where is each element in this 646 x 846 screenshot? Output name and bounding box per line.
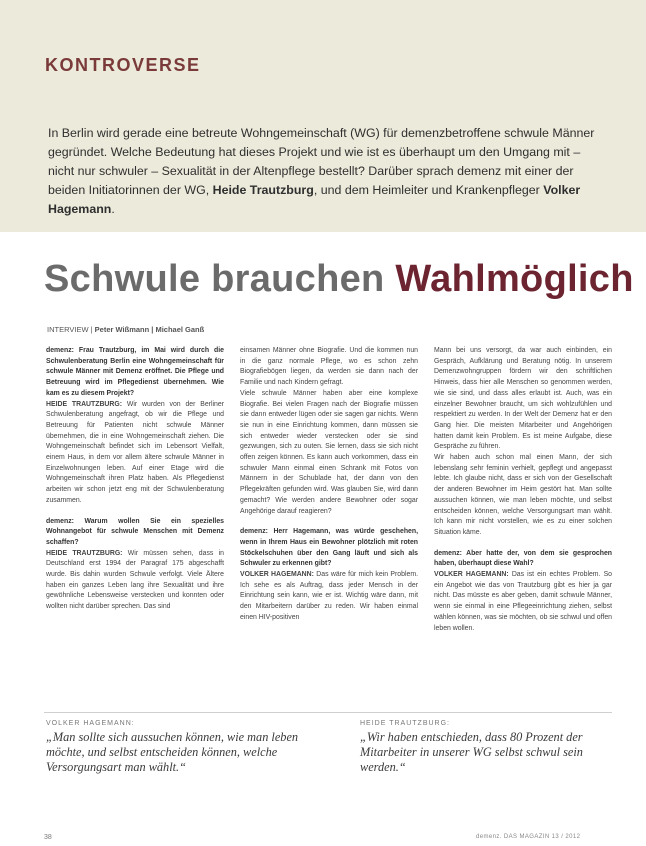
pull-quote-speaker: HEIDE TRAUTZBURG: [360, 720, 450, 727]
pull-quote-text: „Man sollte sich aussuchen können, wie man leben möchte, und selbst entscheiden können, welche Versorgungsart man wählt.“ [46, 730, 299, 774]
interview-answer: Wir haben auch schon mal einen Mann, der sich lebenslang sehr feminin verhielt, gepflegt und angepasst lebte. Ich glaube nicht, dass er sich von der Gesellschaft der anderen Bewohner im Heim gestört hat. Man sollte aussuchen können, wie man leben möchte, und selbst entscheiden können, welche Versorgungsart man wählt. Ich kann mir nicht vorstellen, wie es zu einer solchen Situation käme. [434, 454, 612, 536]
article-headline: Schwule brauchen Wahlmöglich [44, 258, 634, 300]
issue-footer: demenz. DAS MAGAZIN 13 / 2012 [476, 834, 581, 840]
interview-answer: Viele schwule Männer haben aber eine komplexe Biografie. Bei vielen Fragen nach der Biografie müssen sie dann entweder lügen oder sie sagen gar nichts. Wenn sie nun in eine Einrichtung kommen, dann müssen sie sich entweder wieder verstecken oder sie sind gezwungen, sich zu outen. Sie lernen, dass sie sich nicht offen zeigen können. Es kann auch vorkommen, dass ein schwuler Mann einmal einen Schrank mit Fotos von Männern in der Schublade hat, der dann von den Pflegekräften gefunden wird. Was glauben Sie, wird dann gemacht? Wie werden andere Bewohner oder sogar Angehörige darauf reagieren? [240, 389, 418, 515]
pull-quote-text: „Wir haben entschieden, dass 80 Prozent der Mitarbeiter in unserer WG selbst schwul sein werden.“ [360, 730, 583, 774]
text-column-2 [240, 346, 418, 624]
interview-answer: einsamen Männer ohne Biografie. Und die kommen nun in die ganz normale Pflege, wo es schon zehn Biografiebögen liegen, da werden sie dann nach der Familie und nach Kindern gefragt. [240, 347, 418, 387]
section-kicker: KONTROVERSE [45, 55, 201, 75]
interview-answer: VOLKER HAGEMANN: Das ist ein echtes Problem. So ein Angebot wie das von Trautzburg gibt es hier ja gar nicht. Das müsste es aber geben, damit schwule Männer, wenn sie einmal in eine Pflegeeinrichtung ziehen, selbst wählen können, was sie möchten, ob sie schwul und offen leben wollen. [434, 571, 612, 632]
interview-answer: HEIDE TRAUTZBURG: Wir wurden von der Berliner Schwulenberatung angefragt, ob wir die Pflege und Betreuung für Patienten nicht schwule Männer übernehmen, die in eine Wohngemeinschaft ziehen. Die Wohngemeinschaft befindet sich im Lebensort Vielfalt, einem Haus, in dem vor allem ältere schwule Männer in Einzelwohnungen leben. Auf einer Etage wird die Wohngemeinschaft ihren Platz haben. Als Pflegedienst arbeiten wir schon jetzt eng mit der Schwulenberatung zusammen. [46, 400, 224, 504]
text-column-3 [434, 346, 612, 634]
byline: INTERVIEW | Peter Wißmann | Michael Ganß [47, 325, 205, 334]
interview-answer: Mann bei uns versorgt, da war auch einbinden, ein Gespräch, Aufklärung und Beratung nötig. In unserem Demenzwohngruppen fördern wir den schriftlichen Hinweis, dass hier alle Menschen so genommen werden, wie sie sind, und dass alles erlaubt ist. Auch, was ein einzelner Bewohner braucht, um sich wohlzufühlen und respektiert zu werden. In der Welt der Demenz hat er den Gang hier. Die meisten Mitarbeiter und Angehörigen hatten damit kein Problem. Es ist meine Aufgabe, diese Gespräche zu führen. [434, 347, 612, 451]
interview-question: demenz: Warum wollen Sie ein spezielles Wohnangebot für schwule Menschen mit Demenz schaffen? [46, 517, 224, 546]
interview-question: demenz: Herr Hagemann, was würde geschehen, wenn in Ihrem Haus ein Bewohner plötzlich mit roten Stöckelschuhen über den Gang läuft und sich als Schwuler zu erkennen gibt? [240, 528, 418, 568]
pull-quote-speaker: VOLKER HAGEMANN: [46, 720, 135, 727]
interview-answer: HEIDE TRAUTZBURG: Wir müssen sehen, dass in Deutschland erst 1994 der Paragraf 175 abgeschafft wurde. Bis dahin wurden Schwule verfolgt. Viele Ältere haben ein ganzes Leben lang ihre Sexualität und ihre gewöhnliche Lebensweise verstecken und konnten oder wollten nicht darüber sprechen. Das sind [46, 549, 224, 611]
intro-paragraph: In Berlin wird gerade eine betreute Wohngemeinschaft (WG) für demenzbetroffene schwule Männer gegründet. Welche Bedeutung hat dieses Projekt und wie ist es überhaupt um den Umgang mit – nicht nur schwuler – Sexualität in der Altenpflege bestellt? Darüber sprach demenz mit einer der beiden Initiatorinnen der WG, Heide Trautzburg, und dem Heimleiter und Krankenpfleger Volker Hagemann. [48, 126, 595, 216]
interview-question: demenz: Frau Trautzburg, im Mai wird durch die Schwulenberatung Berlin eine Wohngemeinschaft für schwule Männer mit Demenz eröffnet. Die Pflege und Betreuung wird im Pflegedienst übernehmen. Wie kam es zu diesem Projekt? [46, 347, 224, 397]
divider [44, 712, 612, 713]
interviewee-name: Heide Trautzburg [212, 183, 314, 197]
page-number: 38 [44, 834, 52, 841]
pull-quote-2 [360, 720, 622, 775]
pull-quote-1 [46, 720, 308, 775]
interview-answer: VOLKER HAGEMANN: Das wäre für mich kein Problem. Ich sehe es als Auftrag, dass jeder Mensch in der Einrichtung sein kann, wie er ist. Wichtig wäre dann, mit den Mitarbeitern darüber zu reden. Wir haben einmal einen HIV-positiven [240, 571, 418, 621]
interview-question: demenz: Aber hatte der, von dem sie gesprochen haben, überhaupt diese Wahl? [434, 549, 612, 568]
interviewee-name: Volker Hagemann [48, 183, 581, 216]
text-column-1 [46, 346, 224, 613]
